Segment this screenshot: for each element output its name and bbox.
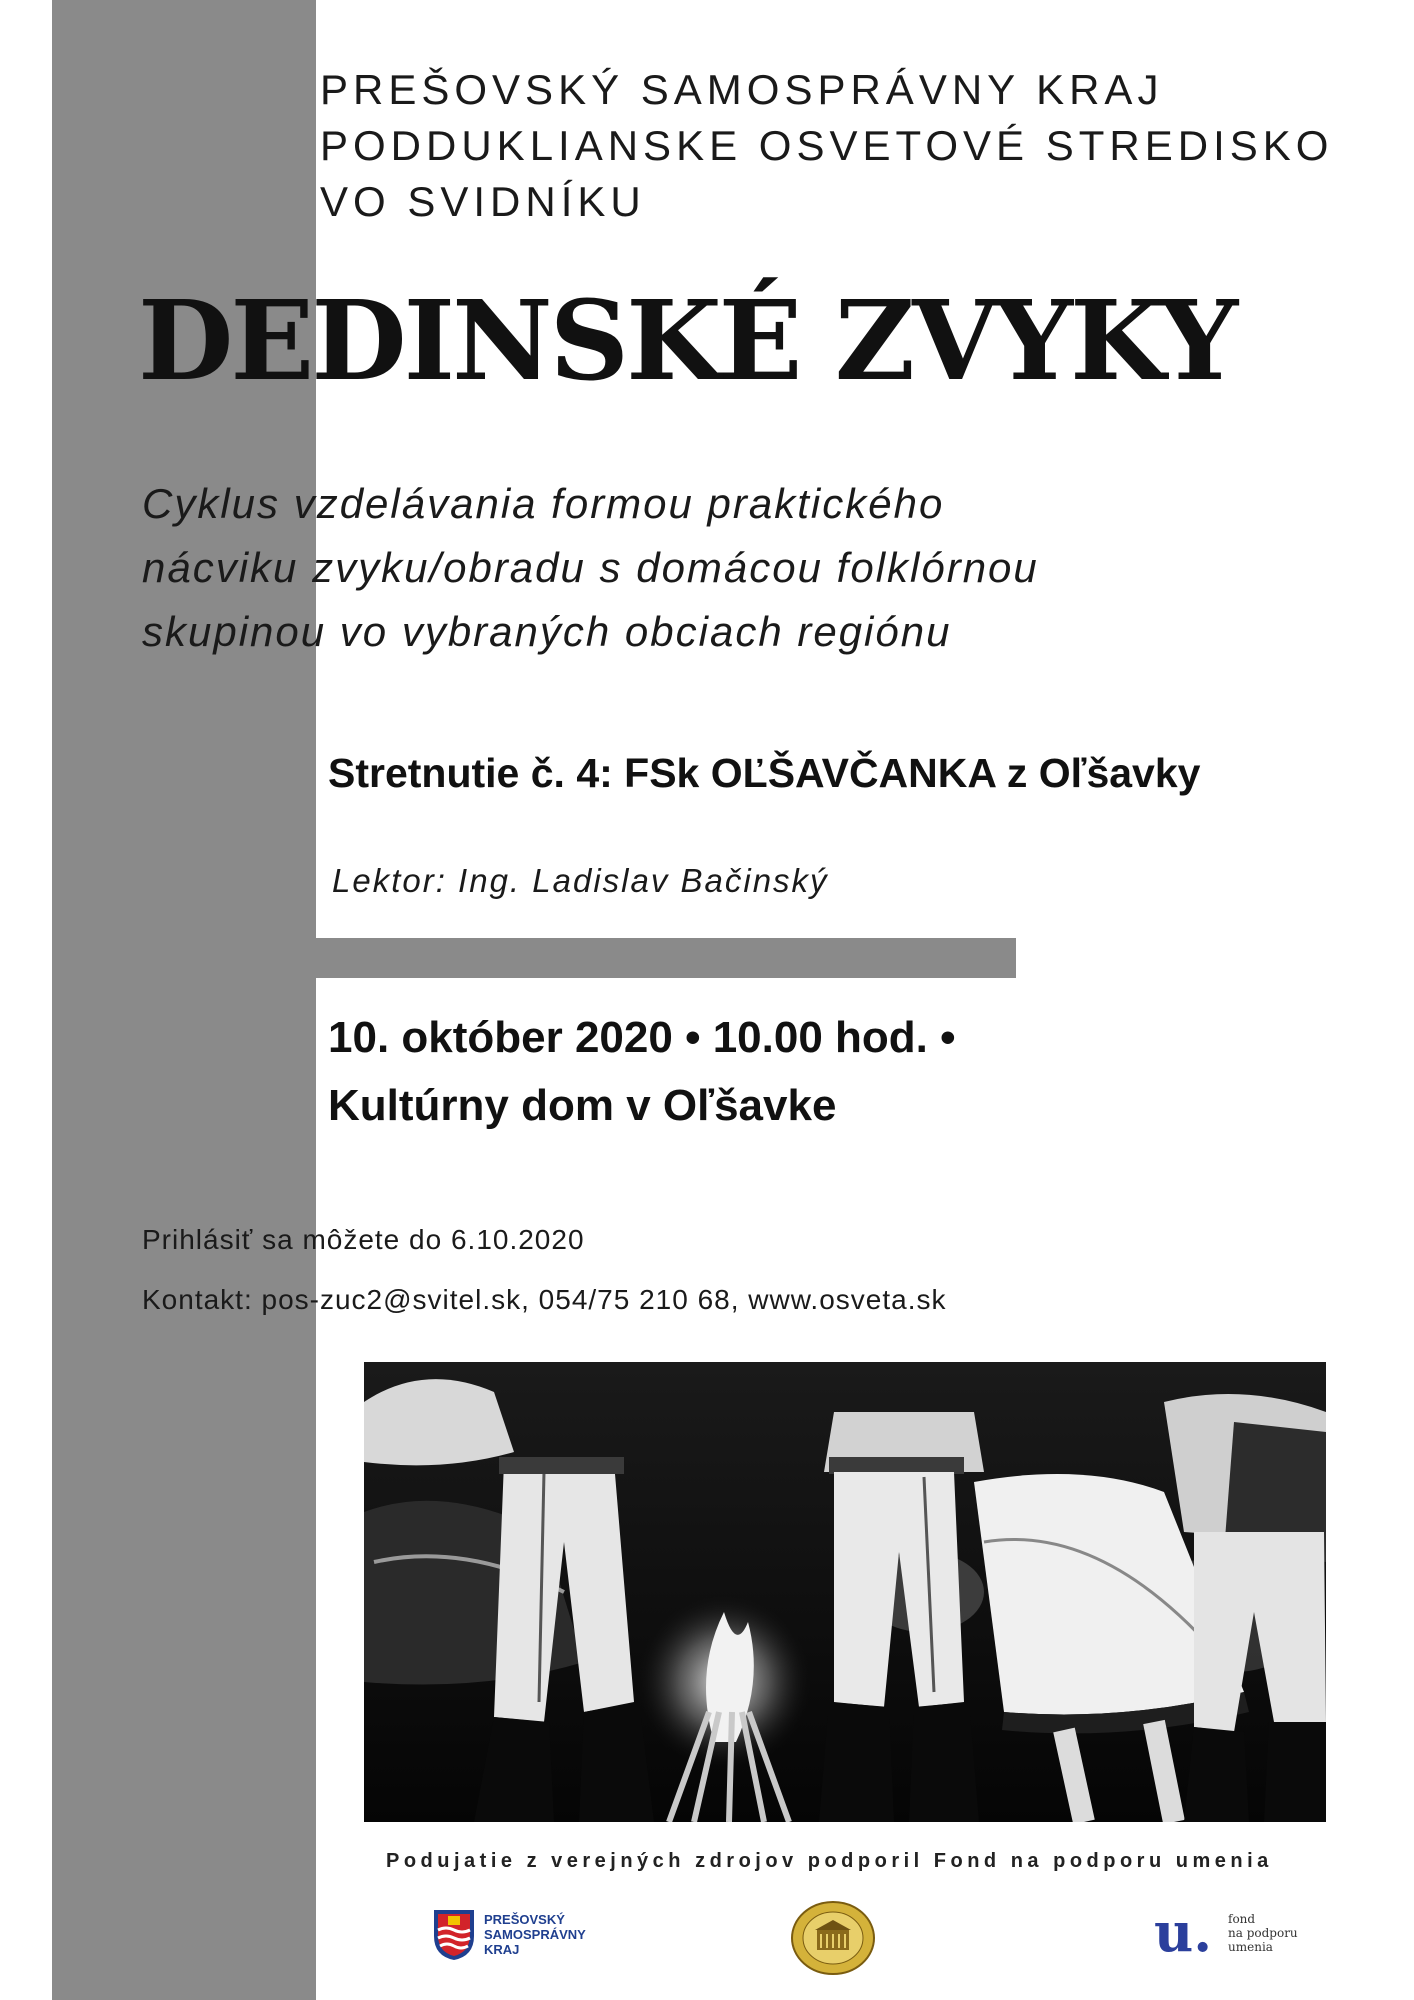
organizer-line-2: PODDUKLIANSKE OSVETOVÉ STREDISKO — [320, 122, 1334, 169]
fpu-logo-line-3: umenia — [1228, 1940, 1273, 1954]
folk-dancers-photo — [364, 1362, 1326, 1822]
meeting-heading: Stretnutie č. 4: FSk OĽŠAVČANKA z Oľšavky — [328, 750, 1201, 796]
poster-title: DEDINSKÉ ZVYKY — [138, 276, 1236, 405]
event-date-time: 10. október 2020 • 10.00 hod. • — [328, 1013, 956, 1062]
organizer-block — [320, 62, 1333, 230]
subtitle-line-3: skupinou vo vybraných obciach regiónu — [142, 608, 952, 655]
contact-text: Kontakt: pos-zuc2@svitel.sk, 054/75 210 68, www.osveta.sk — [142, 1284, 947, 1315]
folk-dancers-illustration — [364, 1362, 1326, 1822]
lector-text: Lektor: Ing. Ladislav Bačinský — [332, 862, 829, 899]
pos-seal-icon — [790, 1900, 876, 1976]
support-note: Podujatie z verejných zdrojov podporil Fond na podporu umenia — [386, 1850, 1273, 1872]
psk-logo — [432, 1906, 602, 1966]
organizer-line-3: VO SVIDNÍKU — [320, 178, 646, 225]
subtitle-block — [142, 472, 1039, 664]
organizer-line-1: PREŠOVSKÝ SAMOSPRÁVNY KRAJ — [320, 66, 1164, 113]
fpu-logo-line-2: na podporu — [1228, 1926, 1298, 1940]
fpu-logo-mark: u. — [1154, 1900, 1213, 1964]
subtitle-line-1: Cyklus vzdelávania formou praktického — [142, 480, 945, 527]
subtitle-line-2: nácviku zvyku/obradu s domácou folklórnou — [142, 544, 1039, 591]
pos-seal-logo — [790, 1900, 876, 1976]
registration-text: Prihlásiť sa môžete do 6.10.2020 — [142, 1224, 585, 1255]
fpu-logo-line-1: fond — [1228, 1912, 1256, 1926]
psk-logo-line-1: PREŠOVSKÝ — [484, 1912, 565, 1927]
coat-of-arms-icon — [432, 1908, 476, 1962]
psk-logo-line-2: SAMOSPRÁVNY — [484, 1927, 586, 1942]
psk-logo-text — [484, 1912, 586, 1957]
fpu-logo — [1152, 1900, 1302, 1966]
psk-logo-line-3: KRAJ — [484, 1942, 520, 1957]
fpu-logo-text — [1228, 1912, 1298, 1954]
event-venue: Kultúrny dom v Oľšavke — [328, 1081, 837, 1130]
event-date-place — [328, 1004, 956, 1140]
decorative-gray-bar — [316, 938, 1016, 978]
